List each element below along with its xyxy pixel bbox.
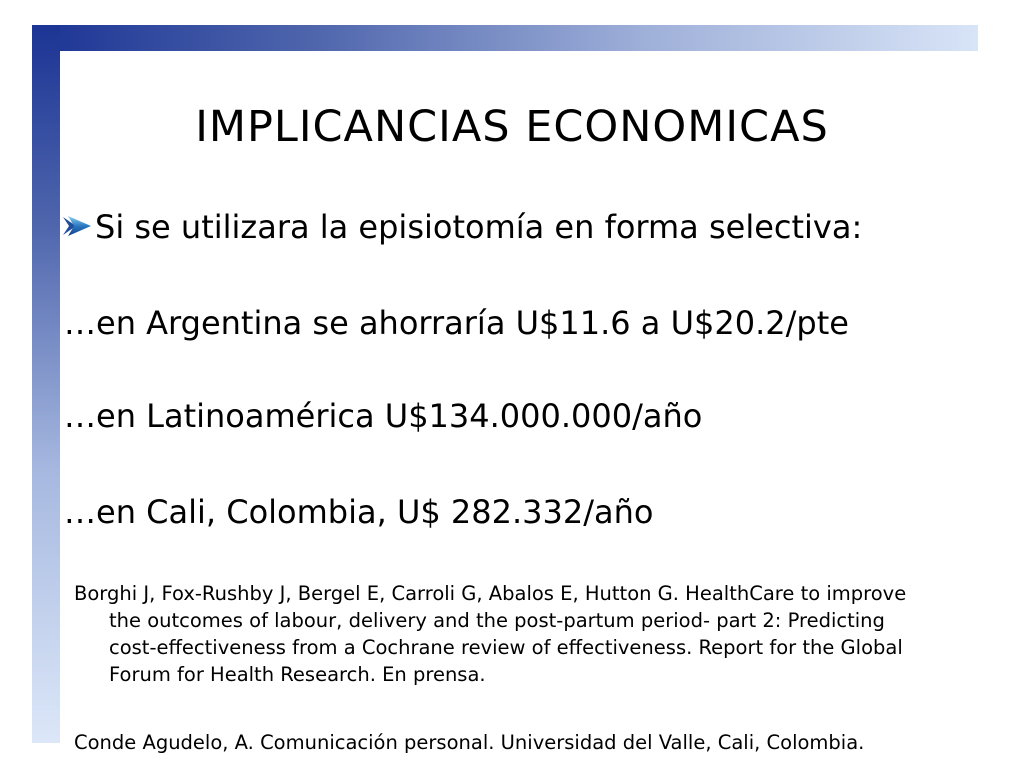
bullet-text: Si se utilizara la episiotomía en forma selectiva: xyxy=(95,208,863,246)
reference-borghi-line-3: cost-effectiveness from a Cochrane review of effectiveness. Report for the Global xyxy=(109,636,903,659)
latinoamerica-savings-line: …en Latinoamérica U$134.000.000/año xyxy=(64,397,703,435)
reference-borghi-line-2: the outcomes of labour, delivery and the post-partum period- part 2: Predicting xyxy=(109,609,885,632)
slide-title: IMPLICANCIAS ECONOMICAS xyxy=(195,102,829,152)
reference-borghi-line-1: Borghi J, Fox-Rushby J, Bergel E, Carroli G, Abalos E, Hutton G. HealthCare to improve xyxy=(74,582,907,605)
argentina-savings-line: …en Argentina se ahorraría U$11.6 a U$20.2/pte xyxy=(64,304,849,342)
reference-borghi xyxy=(74,580,1010,688)
cali-savings-line: …en Cali, Colombia, U$ 282.332/año xyxy=(64,493,654,531)
reference-borghi-line-4: Forum for Health Research. En prensa. xyxy=(109,663,486,686)
reference-conde-agudelo: Conde Agudelo, A. Comunicación personal. Universidad del Valle, Cali, Colombia. xyxy=(74,731,865,754)
top-accent-bar xyxy=(32,25,978,51)
arrow-bullet-icon xyxy=(62,214,92,238)
